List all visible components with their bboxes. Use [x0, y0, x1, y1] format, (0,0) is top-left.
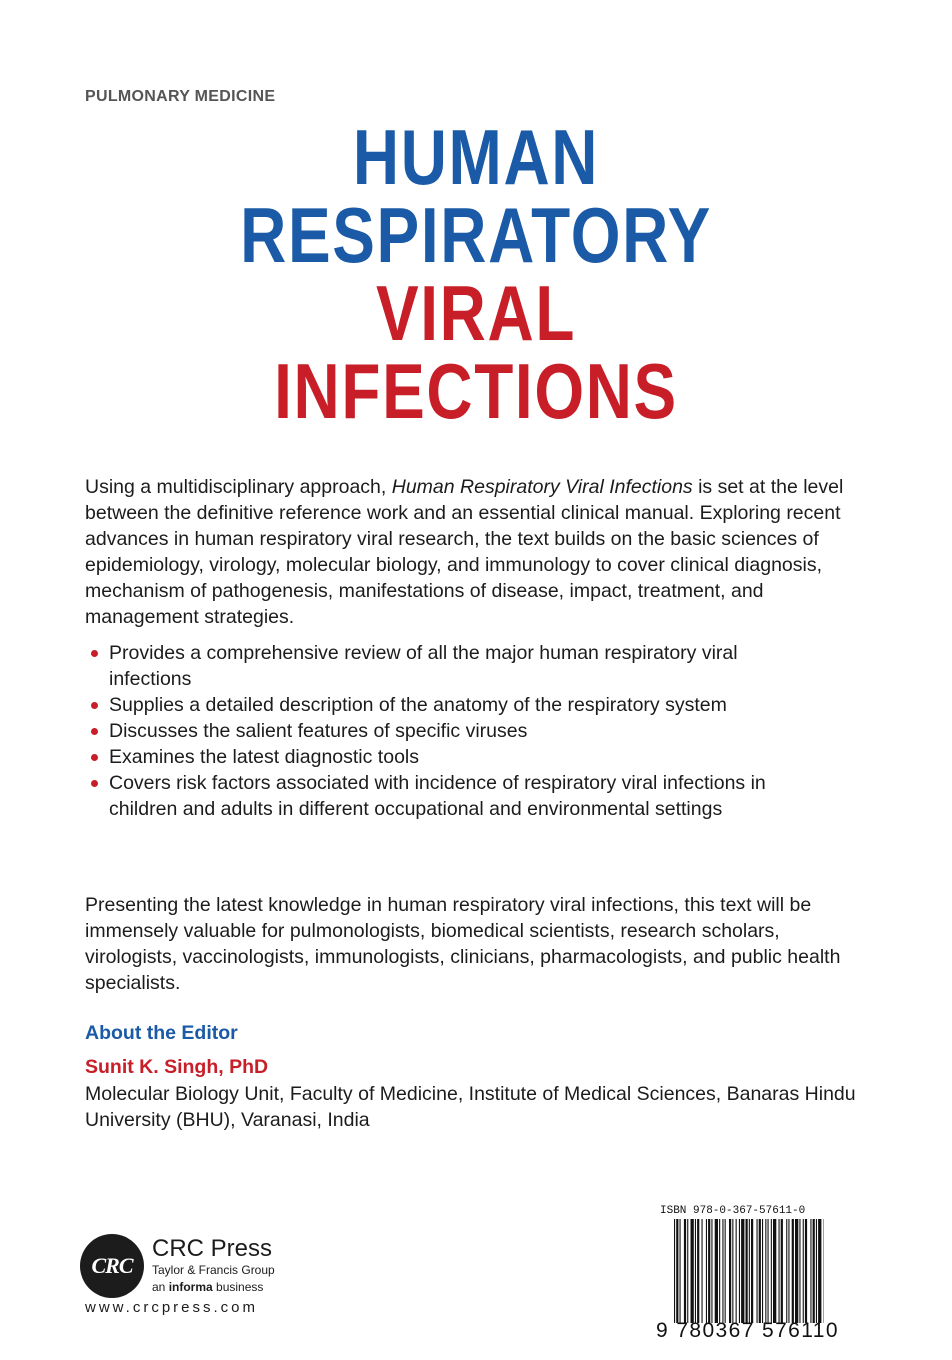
barcode-bar: [751, 1219, 753, 1323]
barcode-bar: [676, 1219, 678, 1323]
barcode-bar: [773, 1219, 776, 1323]
editor-name: Sunit K. Singh, PhD: [85, 1056, 269, 1078]
publisher-group: Taylor & Francis Group: [152, 1263, 275, 1277]
list-item-text: Provides a comprehensive review of all the major human respiratory viral infections: [109, 642, 738, 690]
barcode-bar: [813, 1219, 815, 1323]
barcode-digits: 9 780367 576110: [656, 1319, 839, 1342]
list-item: [85, 692, 785, 718]
barcode-bar: [781, 1219, 783, 1323]
barcode-bar: [746, 1219, 748, 1323]
barcode: [656, 1205, 839, 1355]
bullet-icon: [91, 702, 98, 709]
barcode-bar: [757, 1219, 758, 1323]
barcode-bar: [749, 1219, 750, 1323]
publisher-business: [152, 1280, 263, 1294]
barcode-bar: [684, 1219, 686, 1323]
list-item: [85, 744, 785, 770]
outro-paragraph: Presenting the latest knowledge in human respiratory viral infections, this text will be immensely valuable for pulmonologists, biomedical scientists, research scholars, virologists, vaccinologists, immunologists, clinicians, pharmacologists, and public health specialists.: [85, 894, 841, 994]
barcode-bar: [687, 1219, 688, 1323]
barcode-bar: [810, 1219, 811, 1323]
barcode-bar: [799, 1219, 800, 1323]
barcode-bar: [695, 1219, 696, 1323]
business-bold: informa: [168, 1280, 213, 1294]
barcode-bar: [697, 1219, 699, 1323]
bullet-icon: [91, 728, 98, 735]
barcode-bars: [674, 1219, 824, 1323]
publisher-url: www.crcpress.com: [85, 1299, 259, 1316]
barcode-bar: [768, 1219, 769, 1323]
list-item-text: Examines the latest diagnostic tools: [109, 746, 420, 768]
barcode-bar: [805, 1219, 807, 1323]
barcode-bar: [771, 1219, 772, 1323]
barcode-bar: [725, 1219, 726, 1323]
barcode-bar: [674, 1219, 675, 1323]
feature-list: [85, 640, 785, 822]
isbn-text: ISBN 978-0-367-57611-0: [660, 1205, 806, 1217]
barcode-bar: [765, 1219, 766, 1323]
title-line-4: INFECTIONS: [274, 347, 678, 435]
barcode-bar: [795, 1219, 798, 1323]
intro-paragraph: [85, 474, 865, 630]
barcode-bar: [719, 1219, 720, 1323]
barcode-bar: [708, 1219, 710, 1323]
category-label: PULMONARY MEDICINE: [85, 88, 276, 105]
about-heading: About the Editor: [85, 1022, 238, 1044]
barcode-bar: [741, 1219, 744, 1323]
intro-book-title: Human Respiratory Viral Infections: [391, 476, 693, 498]
book-title: [0, 113, 952, 435]
barcode-bar: [788, 1219, 789, 1323]
intro-prefix: Using a multidisciplinary approach,: [85, 476, 392, 498]
list-item: [85, 770, 785, 822]
editor-affiliation: Molecular Biology Unit, Faculty of Medicine, Institute of Medical Sciences, Banaras Hindu University (BHU), Varanasi, India: [85, 1083, 856, 1131]
barcode-bar: [786, 1219, 787, 1323]
barcode-bar: [715, 1219, 718, 1323]
barcode-bar: [732, 1219, 733, 1323]
intro-suffix: is set at the level between the definitive reference work and an essential clinical manual. Exploring recent advances in human respiratory viral research, the text builds on the basic sciences of epidemiology, virology, molecular biology, and immunology to cover clinical diagnosis, mechanism of pathogenesis, manifestations of disease, impact, treatment, and management strategies.: [85, 476, 844, 628]
list-item: [85, 640, 785, 692]
title-line-2: RESPIRATORY: [240, 191, 712, 279]
barcode-bar: [739, 1219, 740, 1323]
bullet-icon: [91, 780, 98, 787]
barcode-bar: [736, 1219, 737, 1323]
barcode-bar: [706, 1219, 707, 1323]
barcode-bar: [711, 1219, 712, 1323]
crc-logo-icon: CRC: [80, 1234, 144, 1298]
list-item-text: Discusses the salient features of specific viruses: [109, 720, 528, 742]
business-suffix: business: [212, 1280, 264, 1294]
barcode-bar: [803, 1219, 804, 1323]
barcode-bar: [702, 1219, 703, 1323]
barcode-bar: [691, 1219, 694, 1323]
barcode-bar: [792, 1219, 794, 1323]
barcode-bar: [729, 1219, 731, 1323]
title-line-1: HUMAN: [352, 113, 600, 201]
barcode-bar: [818, 1219, 821, 1323]
bullet-icon: [91, 650, 98, 657]
barcode-bar: [722, 1219, 723, 1323]
list-item-text: Covers risk factors associated with incidence of respiratory viral infections in children and adults in different occupational and environmental settings: [109, 772, 766, 820]
list-item: [85, 718, 785, 744]
barcode-bar: [779, 1219, 780, 1323]
publisher-name: CRC Press: [152, 1235, 273, 1262]
barcode-bar: [680, 1219, 681, 1323]
barcode-bar: [759, 1219, 761, 1323]
barcode-bar: [816, 1219, 817, 1323]
list-item-text: Supplies a detailed description of the anatomy of the respiratory system: [109, 694, 727, 716]
business-prefix: an: [152, 1280, 169, 1294]
title-line-3: VIRAL: [375, 269, 577, 357]
barcode-bar: [762, 1219, 763, 1323]
bullet-icon: [91, 754, 98, 761]
